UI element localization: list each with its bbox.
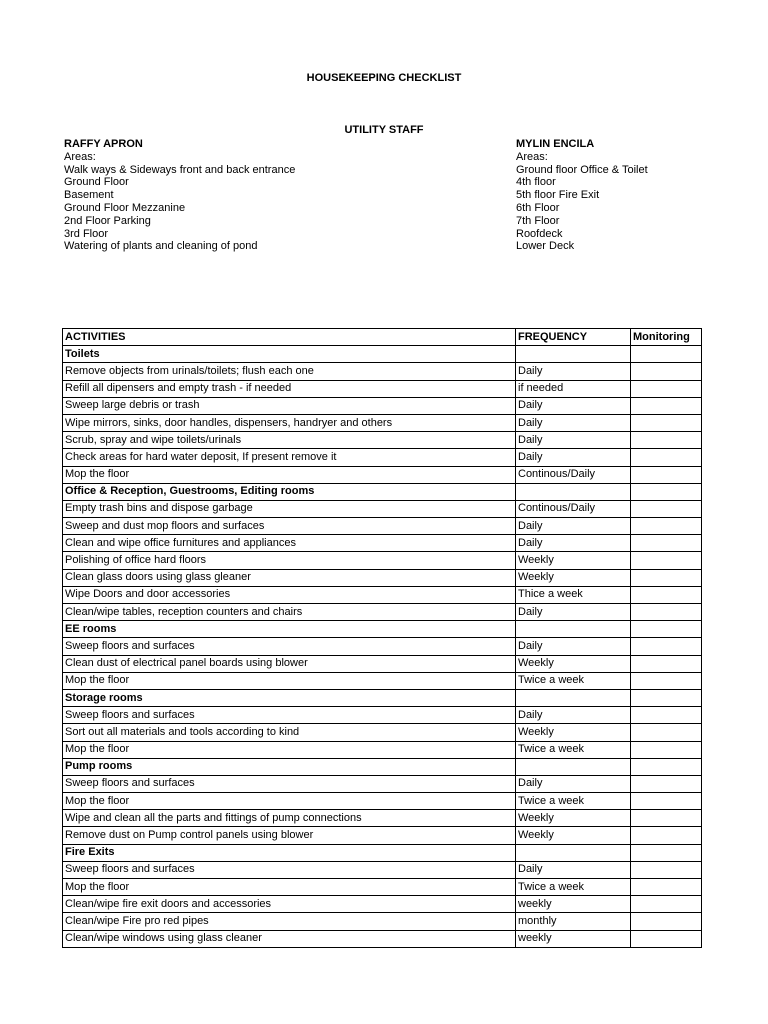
frequency-cell: Daily xyxy=(516,535,631,552)
monitoring-cell[interactable] xyxy=(631,741,702,758)
table-row xyxy=(63,896,702,913)
activity-cell: Clean glass doors using glass gleaner xyxy=(63,569,516,586)
activity-cell: Mop the floor xyxy=(63,879,516,896)
activity-cell: Clean/wipe windows using glass cleaner xyxy=(63,930,516,947)
table-row xyxy=(63,466,702,483)
table-row xyxy=(63,672,702,689)
section-row xyxy=(63,483,702,500)
area-item: Lower Deck xyxy=(516,240,575,253)
table-row xyxy=(63,724,702,741)
area-item: 6th Floor xyxy=(516,201,560,214)
frequency-cell: Daily xyxy=(516,432,631,449)
staff-block-raffy xyxy=(64,138,295,253)
areas-label: Areas: xyxy=(516,150,548,163)
activity-cell: Check areas for hard water deposit, If present remove it xyxy=(63,449,516,466)
frequency-cell: monthly xyxy=(516,913,631,930)
frequency-cell: Daily xyxy=(516,604,631,621)
activity-cell: Mop the floor xyxy=(63,793,516,810)
activity-cell: Wipe mirrors, sinks, door handles, dispensers, handryer and others xyxy=(63,414,516,431)
monitoring-cell[interactable] xyxy=(631,844,702,861)
activity-cell: Sweep floors and surfaces xyxy=(63,707,516,724)
frequency-cell xyxy=(516,483,631,500)
frequency-cell: Daily xyxy=(516,707,631,724)
monitoring-cell[interactable] xyxy=(631,449,702,466)
monitoring-cell[interactable] xyxy=(631,879,702,896)
frequency-cell: Weekly xyxy=(516,810,631,827)
activity-cell: Remove dust on Pump control panels using blower xyxy=(63,827,516,844)
monitoring-cell[interactable] xyxy=(631,432,702,449)
frequency-cell: Daily xyxy=(516,518,631,535)
table-row xyxy=(63,655,702,672)
frequency-cell xyxy=(516,346,631,363)
activity-cell: Refill all dipensers and empty trash - if needed xyxy=(63,380,516,397)
table-row xyxy=(63,449,702,466)
monitoring-cell[interactable] xyxy=(631,672,702,689)
activity-cell: Clean/wipe tables, reception counters and chairs xyxy=(63,604,516,621)
monitoring-cell[interactable] xyxy=(631,569,702,586)
table-row xyxy=(63,638,702,655)
activity-cell: Wipe Doors and door accessories xyxy=(63,586,516,603)
monitoring-cell[interactable] xyxy=(631,346,702,363)
activity-cell: Pump rooms xyxy=(63,758,516,775)
activity-cell: Clean/wipe fire exit doors and accessories xyxy=(63,896,516,913)
area-item: 4th floor xyxy=(516,176,556,189)
header-activities: ACTIVITIES xyxy=(63,329,516,346)
activity-cell: Polishing of office hard floors xyxy=(63,552,516,569)
monitoring-cell[interactable] xyxy=(631,861,702,878)
section-row xyxy=(63,621,702,638)
monitoring-cell[interactable] xyxy=(631,466,702,483)
monitoring-cell[interactable] xyxy=(631,896,702,913)
table-row xyxy=(63,741,702,758)
monitoring-cell[interactable] xyxy=(631,775,702,792)
activity-cell: Clean and wipe office furnitures and appliances xyxy=(63,535,516,552)
areas-label: Areas: xyxy=(64,150,96,163)
activity-cell: Sweep floors and surfaces xyxy=(63,775,516,792)
table-row xyxy=(63,707,702,724)
area-item: 3rd Floor xyxy=(64,227,109,240)
monitoring-cell[interactable] xyxy=(631,586,702,603)
monitoring-cell[interactable] xyxy=(631,724,702,741)
area-item: Walk ways & Sideways front and back entrance xyxy=(64,163,296,176)
table-row xyxy=(63,913,702,930)
frequency-cell xyxy=(516,844,631,861)
table-row xyxy=(63,586,702,603)
activity-cell: Sweep floors and surfaces xyxy=(63,861,516,878)
area-item: Watering of plants and cleaning of pond xyxy=(64,240,258,253)
frequency-cell: weekly xyxy=(516,930,631,947)
activity-cell: Sweep and dust mop floors and surfaces xyxy=(63,518,516,535)
monitoring-cell[interactable] xyxy=(631,793,702,810)
frequency-cell: Weekly xyxy=(516,569,631,586)
table-row xyxy=(63,414,702,431)
activity-cell: Wipe and clean all the parts and fittings of pump connections xyxy=(63,810,516,827)
monitoring-cell[interactable] xyxy=(631,552,702,569)
monitoring-cell[interactable] xyxy=(631,913,702,930)
header-monitoring: Monitoring xyxy=(631,329,702,346)
table-row xyxy=(63,552,702,569)
frequency-cell: Twice a week xyxy=(516,879,631,896)
table-row xyxy=(63,397,702,414)
section-row xyxy=(63,346,702,363)
frequency-cell: Weekly xyxy=(516,724,631,741)
table-row xyxy=(63,861,702,878)
monitoring-cell[interactable] xyxy=(631,397,702,414)
frequency-cell: Twice a week xyxy=(516,741,631,758)
table-row xyxy=(63,810,702,827)
monitoring-cell[interactable] xyxy=(631,604,702,621)
frequency-cell: Continous/Daily xyxy=(516,466,631,483)
frequency-cell: Thice a week xyxy=(516,586,631,603)
table-row xyxy=(63,363,702,380)
table-row xyxy=(63,879,702,896)
monitoring-cell[interactable] xyxy=(631,363,702,380)
table-row xyxy=(63,518,702,535)
frequency-cell: Daily xyxy=(516,363,631,380)
table-row xyxy=(63,930,702,947)
frequency-cell: Daily xyxy=(516,397,631,414)
monitoring-cell[interactable] xyxy=(631,414,702,431)
activity-cell: Sort out all materials and tools according to kind xyxy=(63,724,516,741)
checklist-body xyxy=(63,346,702,948)
monitoring-cell[interactable] xyxy=(631,483,702,500)
table-row xyxy=(63,775,702,792)
activity-cell: Empty trash bins and dispose garbage xyxy=(63,500,516,517)
area-item: 7th Floor xyxy=(516,214,560,227)
staff-block-mylin xyxy=(516,138,648,253)
monitoring-cell[interactable] xyxy=(631,689,702,706)
section-row xyxy=(63,689,702,706)
monitoring-cell[interactable] xyxy=(631,707,702,724)
frequency-cell: Weekly xyxy=(516,827,631,844)
frequency-cell: Twice a week xyxy=(516,793,631,810)
table-row xyxy=(63,432,702,449)
activity-cell: Storage rooms xyxy=(63,689,516,706)
activity-cell: Clean dust of electrical panel boards using blower xyxy=(63,655,516,672)
monitoring-cell[interactable] xyxy=(631,930,702,947)
document-title: HOUSEKEEPING CHECKLIST xyxy=(306,72,462,84)
table-row xyxy=(63,793,702,810)
monitoring-cell[interactable] xyxy=(631,638,702,655)
frequency-cell: Continous/Daily xyxy=(516,500,631,517)
activity-cell: Mop the floor xyxy=(63,741,516,758)
area-item: Ground Floor Mezzanine xyxy=(64,201,186,214)
frequency-cell: Weekly xyxy=(516,552,631,569)
activity-cell: Sweep floors and surfaces xyxy=(63,638,516,655)
frequency-cell: Twice a week xyxy=(516,672,631,689)
frequency-cell: Daily xyxy=(516,449,631,466)
frequency-cell: Daily xyxy=(516,638,631,655)
document-subtitle: UTILITY STAFF xyxy=(344,124,424,136)
activity-cell: Scrub, spray and wipe toilets/urinals xyxy=(63,432,516,449)
area-item: 2nd Floor Parking xyxy=(64,214,151,227)
activity-cell: Clean/wipe Fire pro red pipes xyxy=(63,913,516,930)
monitoring-cell[interactable] xyxy=(631,758,702,775)
activity-cell: Toilets xyxy=(63,346,516,363)
table-row xyxy=(63,535,702,552)
table-row xyxy=(63,827,702,844)
frequency-cell: Daily xyxy=(516,414,631,431)
section-row xyxy=(63,758,702,775)
frequency-cell: if needed xyxy=(516,380,631,397)
activity-cell: Mop the floor xyxy=(63,466,516,483)
frequency-cell: Daily xyxy=(516,861,631,878)
monitoring-cell[interactable] xyxy=(631,518,702,535)
frequency-cell xyxy=(516,758,631,775)
frequency-cell xyxy=(516,689,631,706)
activity-cell: Office & Reception, Guestrooms, Editing rooms xyxy=(63,483,516,500)
monitoring-cell[interactable] xyxy=(631,810,702,827)
table-row xyxy=(63,500,702,517)
activity-cell: Mop the floor xyxy=(63,672,516,689)
table-header-row xyxy=(63,329,702,346)
header-frequency: FREQUENCY xyxy=(516,329,631,346)
table-row xyxy=(63,569,702,586)
activity-cell: Remove objects from urinals/toilets; flush each one xyxy=(63,363,516,380)
staff-name: RAFFY APRON xyxy=(64,138,143,150)
section-row xyxy=(63,844,702,861)
area-item: 5th floor Fire Exit xyxy=(516,189,600,202)
area-item: Basement xyxy=(64,189,114,202)
area-item: Ground Floor xyxy=(64,176,129,189)
monitoring-cell[interactable] xyxy=(631,827,702,844)
activity-cell: Sweep large debris or trash xyxy=(63,397,516,414)
monitoring-cell[interactable] xyxy=(631,380,702,397)
activity-cell: EE rooms xyxy=(63,621,516,638)
frequency-cell xyxy=(516,621,631,638)
table-row xyxy=(63,604,702,621)
monitoring-cell[interactable] xyxy=(631,655,702,672)
table-row xyxy=(63,380,702,397)
area-item: Ground floor Office & Toilet xyxy=(516,163,648,176)
activity-cell: Fire Exits xyxy=(63,844,516,861)
monitoring-cell[interactable] xyxy=(631,535,702,552)
staff-name: MYLIN ENCILA xyxy=(516,138,595,150)
monitoring-cell[interactable] xyxy=(631,621,702,638)
monitoring-cell[interactable] xyxy=(631,500,702,517)
frequency-cell: Weekly xyxy=(516,655,631,672)
frequency-cell: weekly xyxy=(516,896,631,913)
checklist-table xyxy=(62,328,702,948)
area-item: Roofdeck xyxy=(516,227,563,240)
frequency-cell: Daily xyxy=(516,775,631,792)
